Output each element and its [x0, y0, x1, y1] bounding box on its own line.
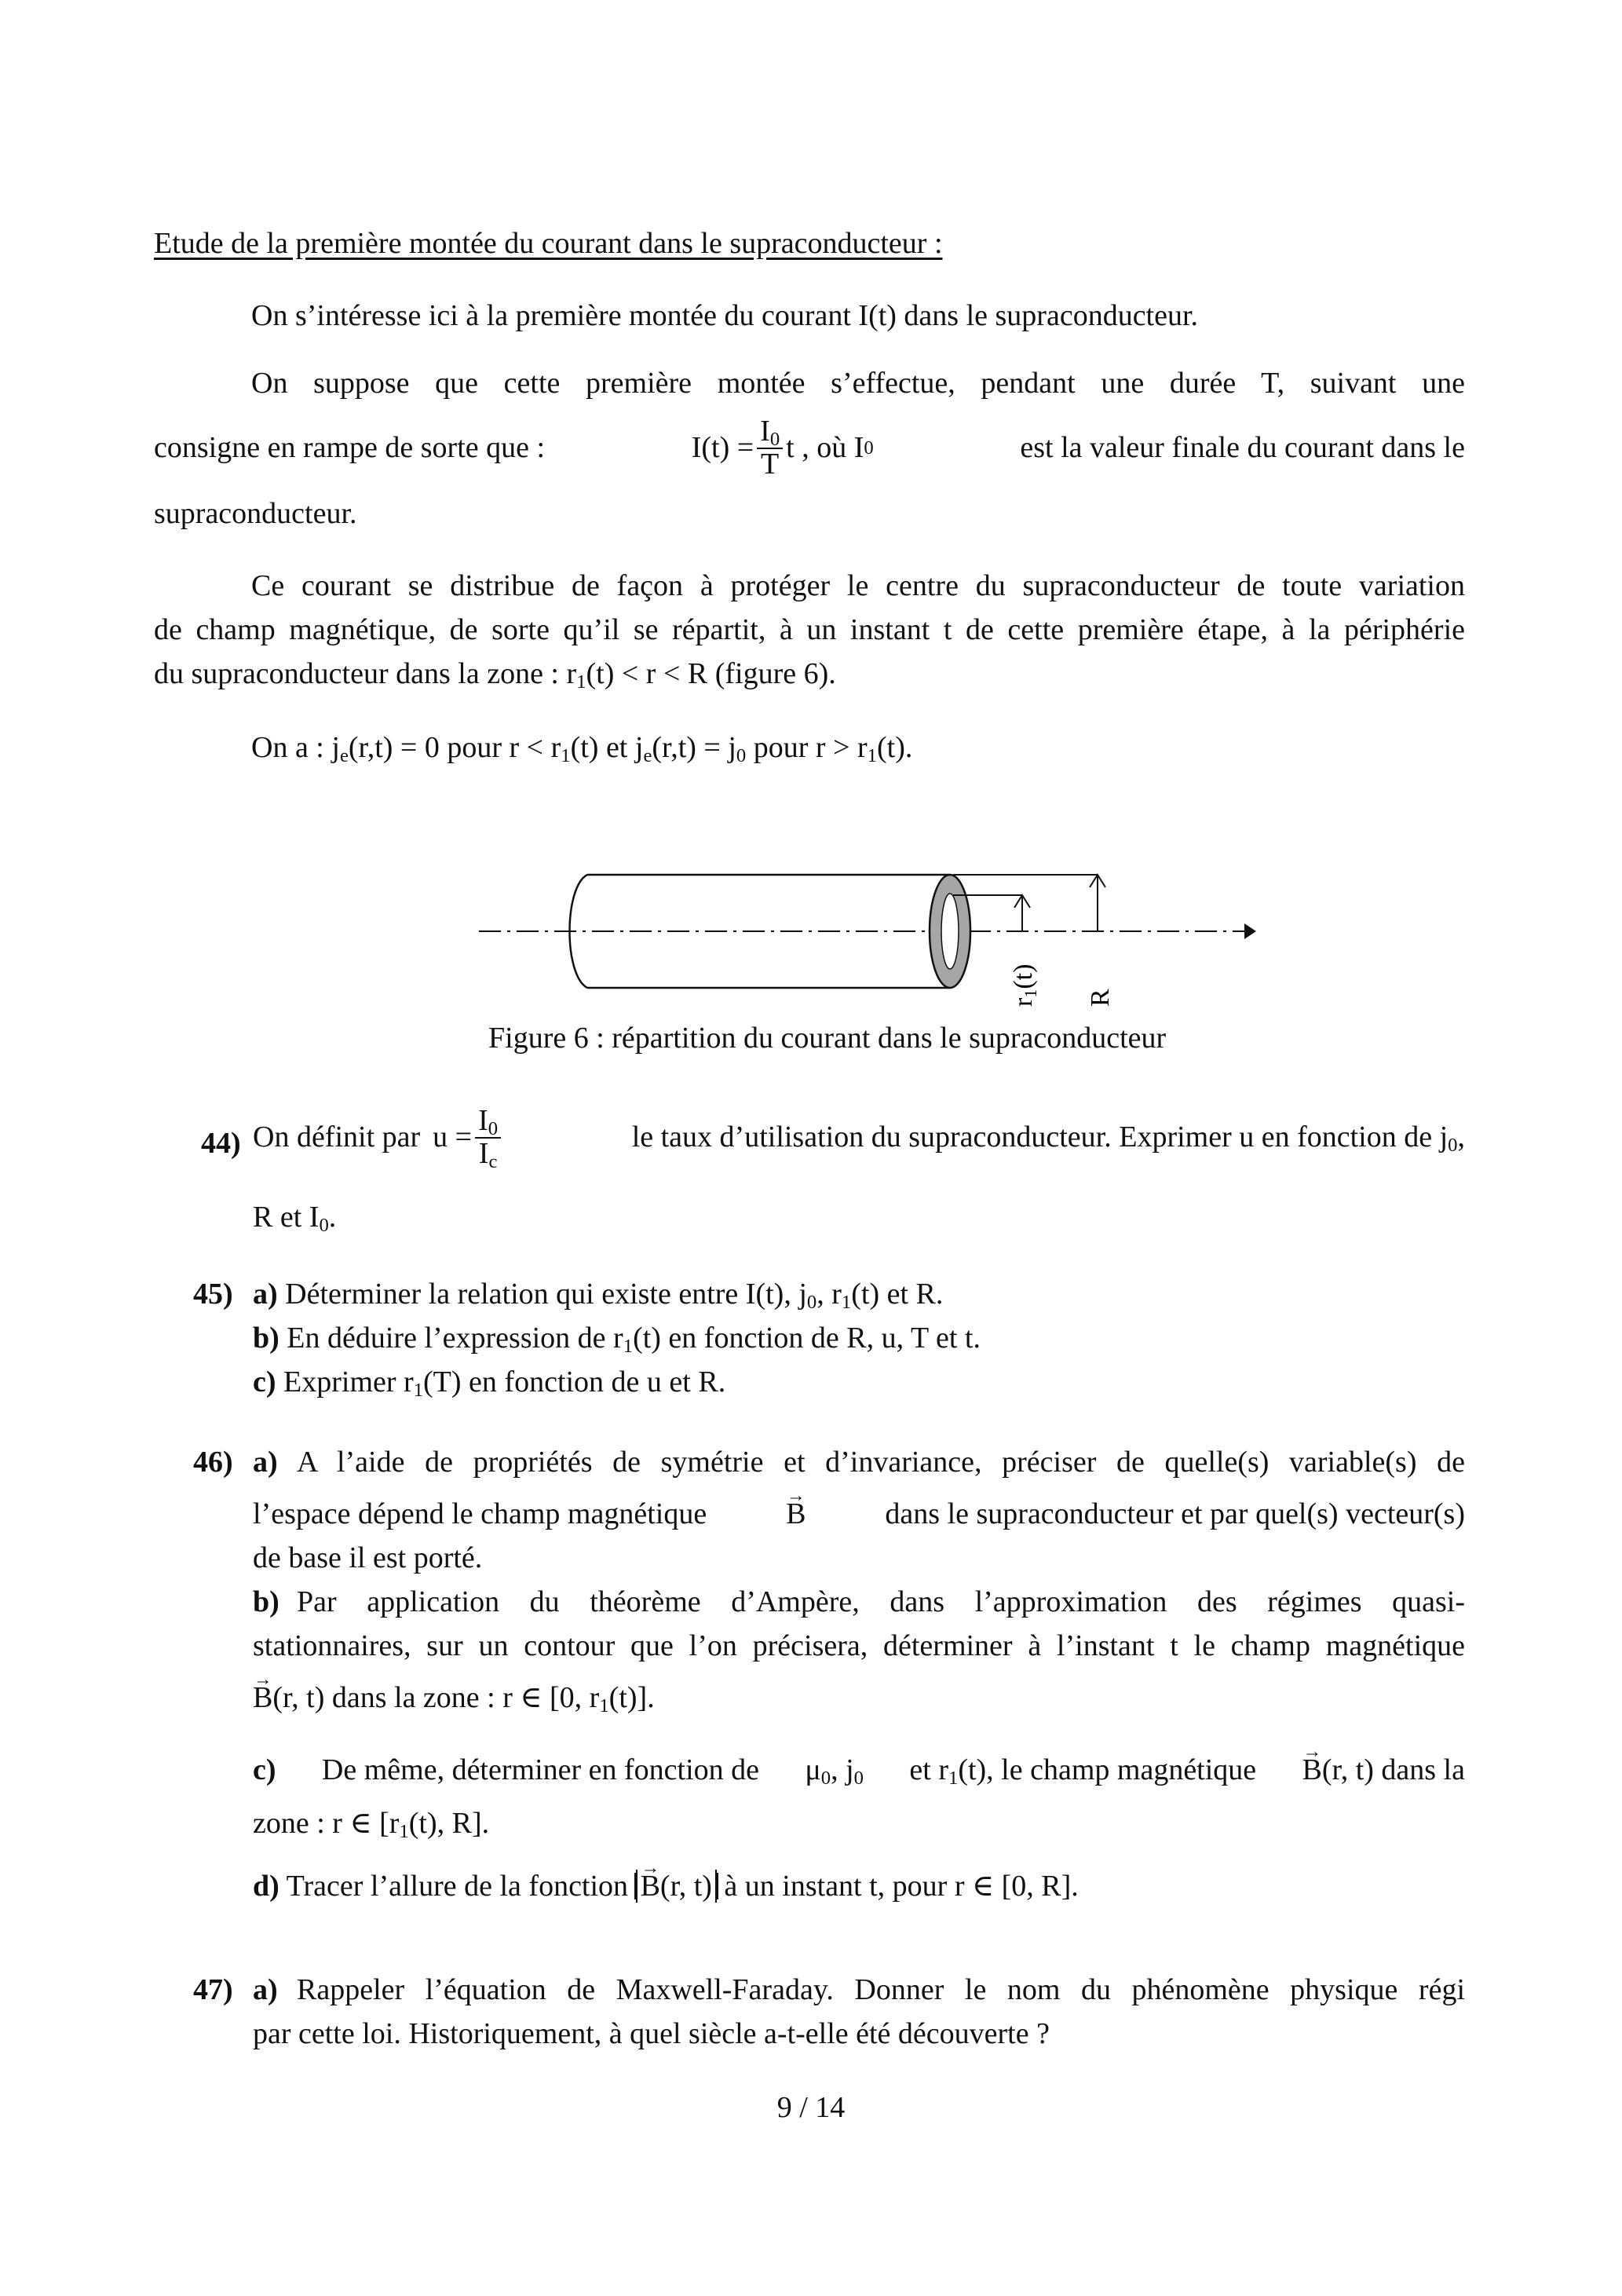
question-47-a-line-1: a) Rappeler l’équation de Maxwell-Faraday. Donner le nom du phénomène physique régi	[253, 1973, 1465, 2006]
vector-B: → B	[253, 1680, 272, 1717]
question-46-d: d) Tracer l’allure de la fonction → B(r, t) à un instant t, pour r ∈ [0, R].	[253, 1869, 1079, 1905]
question-44-line-2: R et $I_0$.	[253, 1201, 337, 1237]
question-45-number: 45)	[193, 1278, 233, 1311]
intro-paragraph-2-line-3: supraconducteur.	[154, 497, 357, 530]
question-46-c-line-1: c) De même, déterminer en fonction de $\mu_0$, $j_0$ et $r_1(t)$, le champ magnétique → B(r, t) dans la	[253, 1753, 1465, 1789]
question-46-a-line-3: de base il est porté.	[253, 1541, 483, 1574]
ramp-intro-text: consigne en rampe de sorte que :	[154, 431, 546, 465]
question-46-b-line-3: → B(r, t) dans la zone : r ∈ [0, $r_1(t)$].	[253, 1680, 655, 1717]
figure-caption: Figure 6 : répartition du courant dans le supraconducteur	[488, 1022, 1167, 1055]
question-44-line-1: On définit par u = $\frac{I_0}{I_c}$ le taux d’utilisation du supraconducteur. Exprimer u en fonction de $j_0$,	[253, 1104, 1465, 1173]
axis-arrow	[1244, 923, 1256, 939]
intro-paragraph-2-line-1: On suppose que cette première montée s’effectue, pendant une durée T, suivant une	[251, 367, 1465, 400]
utilisation-ratio-fraction: $\frac{I_0}{I_c}$	[475, 1106, 501, 1170]
intro-paragraph-2-line-2	[154, 416, 1465, 481]
question-46-number: 46)	[193, 1446, 233, 1479]
vector-B: → B	[786, 1497, 806, 1533]
vector-B: → B	[641, 1869, 660, 1905]
question-46-b-line-1: b) Par application du théorème d’Ampère, dans l’approximation des régimes quasi-	[253, 1585, 1465, 1618]
ramp-eq-fraction: $\frac{I_0}{T}$	[757, 416, 783, 481]
norm-of-B: → B(r, t)	[636, 1870, 717, 1903]
question-45-a: a) Déterminer la relation qui existe entre I(t), $j_0$, $r_1(t)$ et R.	[253, 1278, 944, 1314]
question-47-number: 47)	[193, 1973, 233, 2006]
intro-paragraph-3-line-2: de champ magnétique, de sorte qu’il se répartit, à un instant t de cette première étape, à la périphérie	[154, 613, 1465, 646]
question-46-c-line-2: zone : r ∈ [$r_1(t)$, R].	[253, 1807, 490, 1843]
ramp-final-value-text: est la valeur finale du courant dans le	[1020, 431, 1465, 465]
page-number: 9 / 14	[776, 2091, 846, 2124]
section-title: Etude de la première montée du courant dans le supraconducteur :	[154, 227, 943, 260]
label-R: R	[1086, 989, 1115, 1007]
label-r1: r1(t)	[1009, 963, 1040, 1007]
question-46-a-line-1: a) A l’aide de propriétés de symétrie et d’invariance, préciser de quelle(s) variable(s) de	[253, 1446, 1465, 1479]
intro-paragraph-3-line-3: du supraconducteur dans la zone : $r_1(t) < r < R$ (figure 6).	[154, 657, 836, 693]
intro-paragraph-1: On s’intéresse ici à la première montée du courant I(t) dans le supraconducteur.	[251, 299, 1199, 332]
current-free-core	[941, 894, 959, 969]
vector-B: → B	[1302, 1753, 1322, 1789]
figure-6-cylinder-diagram	[471, 856, 1256, 1013]
question-44-number: 44)	[201, 1127, 241, 1160]
ramp-equation: I(t) = $\frac{I_0}{T}$ t , où I 0	[691, 415, 874, 481]
question-47-a-line-2: par cette loi. Historiquement, à quel siècle a-t-elle été découverte ?	[253, 2017, 1050, 2050]
question-46-a-line-2: l’espace dépend le champ magnétique → B dans le supraconducteur et par quel(s) vecteur(s)	[253, 1497, 1465, 1533]
question-45-b: b) En déduire l’expression de $r_1(t)$ en fonction de R, u, T et t.	[253, 1322, 981, 1358]
current-density-definition: On a : $j_e(r,t) = 0$ pour $r < r_1(t)$ et $j_e(r,t) = j_0$ pour $r > r_1(t)$.	[251, 731, 913, 767]
ramp-eq-lhs: I(t) =	[691, 431, 754, 465]
question-46-b-line-2: stationnaires, sur un contour que l’on précisera, déterminer à l’instant t le champ magnétique	[253, 1629, 1465, 1662]
intro-paragraph-3-line-1: Ce courant se distribue de façon à protéger le centre du supraconducteur de toute variation	[251, 569, 1465, 602]
question-45-c: c) Exprimer $r_1(T)$ en fonction de u et R.	[253, 1366, 726, 1402]
